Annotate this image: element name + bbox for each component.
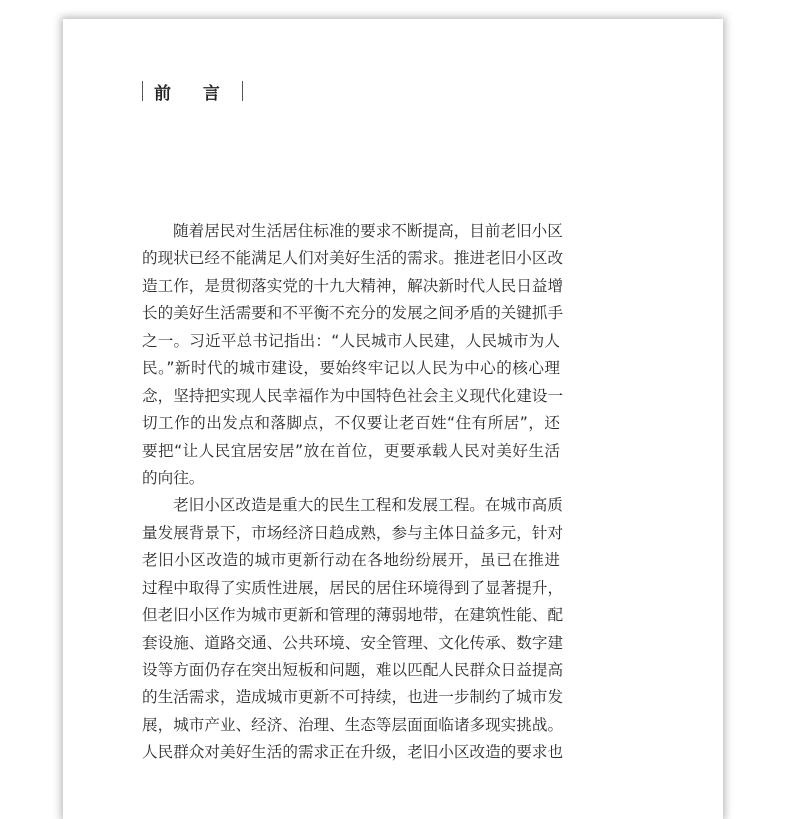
text-line: 的现状已经不能满足人们对美好生活的需求。推进老旧小区改 (142, 249, 564, 268)
text-line: 老旧小区改造的城市更新行动在各地纷纷展开，虽已在推进 (142, 551, 560, 570)
text-line: 之一。习近平总书记指出：“人民城市人民建，人民城市为人 (142, 331, 560, 350)
text-line: 过程中取得了实质性进展，居民的居住环境得到了显著提升， (142, 578, 564, 597)
text-line: 套设施、道路交通、公共环境、安全管理、文化传承、数字建 (142, 633, 564, 652)
text-line: 切工作的出发点和落脚点，不仅要让老百姓“住有所居”，还 (142, 414, 560, 433)
text-line: 要把“让人民宜居安居”放在首位，更要承载人民对美好生活 (142, 441, 560, 460)
preface-body (142, 218, 564, 767)
text-line: 长的美好生活需要和不平衡不充分的发展之间矛盾的关键抓手 (142, 304, 564, 323)
paragraph-2 (142, 492, 564, 766)
text-line: 量发展背景下，市场经济日趋成熟，参与主体日益多元，针对 (142, 523, 564, 542)
text-line: 民。”新时代的城市建设，要始终牢记以人民为中心的核心理 (142, 359, 560, 378)
text-line: 设等方面仍存在突出短板和问题，难以匹配人民群众日益提高 (142, 661, 564, 679)
text-line: 人民群众对美好生活的需求正在升级，老旧小区改造的要求也 (142, 743, 564, 762)
heading-left-bar (142, 81, 143, 101)
text-line: 随着居民对生活居住标准的要求不断提高，目前老旧小区 (173, 222, 563, 240)
text-line: 的生活需求，造成城市更新不可持续，也进一步制约了城市发 (142, 688, 564, 707)
text-line: 但老旧小区作为城市更新和管理的薄弱地带，在建筑性能、配 (142, 606, 564, 625)
heading-right-bar (242, 81, 243, 101)
heading-title: 前 言 (154, 83, 233, 104)
text-line: 念，坚持把实现人民幸福作为中国特色社会主义现代化建设一 (142, 386, 564, 405)
text-line: 造工作，是贯彻落实党的十九大精神，解决新时代人民日益增 (142, 276, 564, 295)
text-line: 展，城市产业、经济、治理、生态等层面面临诸多现实挑战。 (142, 715, 564, 734)
text-line: 老旧小区改造是重大的民生工程和发展工程。在城市高质 (173, 496, 563, 515)
section-heading (142, 80, 243, 102)
text-line: 的向往。 (142, 468, 205, 487)
paragraph-1 (142, 218, 564, 492)
